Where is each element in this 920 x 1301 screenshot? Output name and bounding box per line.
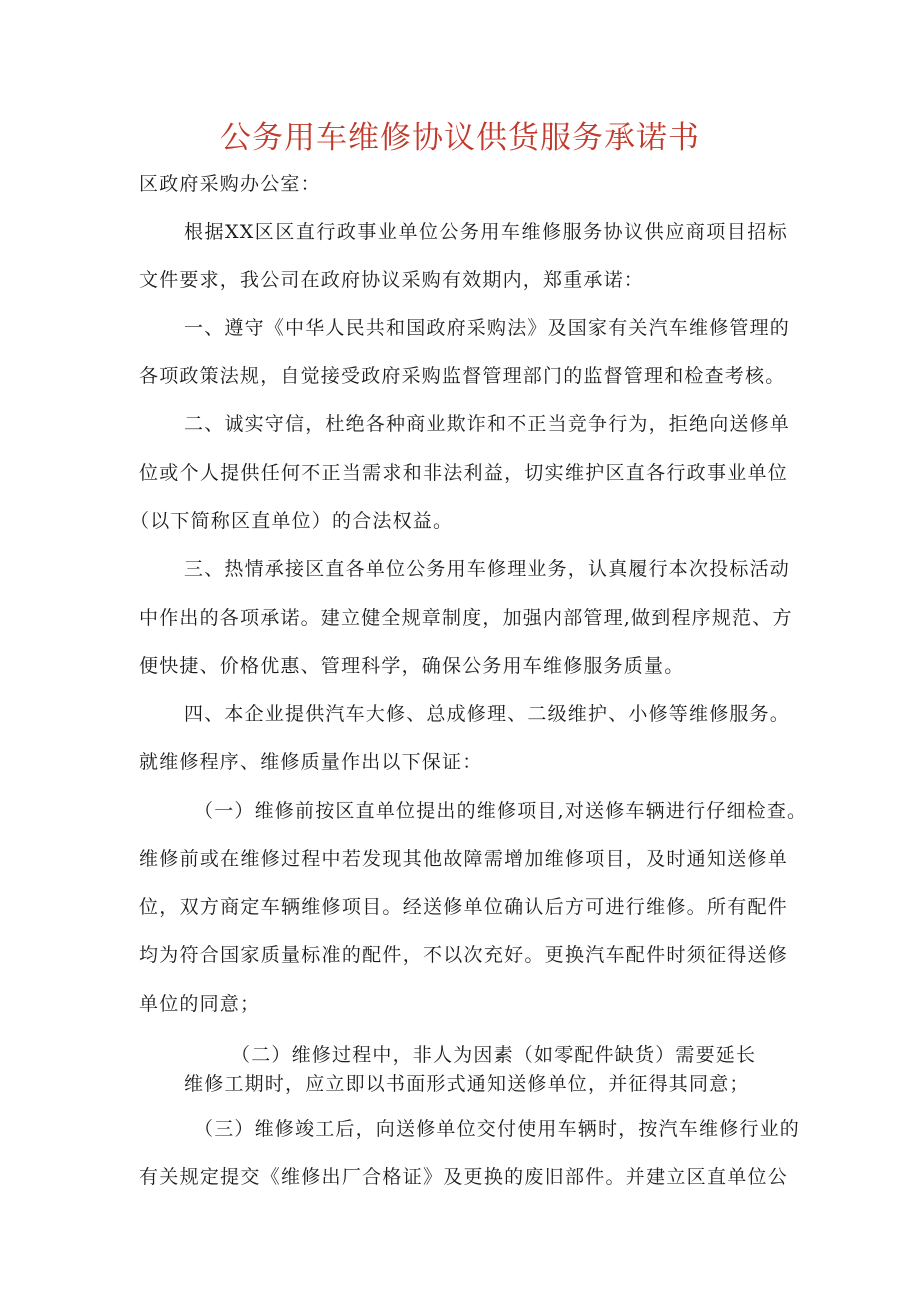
document-title: 公务用车维修协议供货服务承诺书 — [220, 120, 700, 156]
paragraph-line: 维修工期时，应立即以书面形式通知送修单位，并征得其同意； — [184, 1073, 750, 1095]
paragraph-line: 便快捷、价格优惠、管理科学，确保公务用车维修服务质量。 — [139, 655, 685, 677]
paragraph-line: 有关规定提交《维修出厂合格证》及更换的废旧部件。并建立区直单位公 — [139, 1166, 788, 1188]
paragraph-line: （一）维修前按区直单位提出的维修项目,对送修车辆进行仔细检查。 — [194, 800, 808, 822]
paragraph-line: 就维修程序、维修质量作出以下保证： — [139, 751, 483, 773]
paragraph-line: 三、热情承接区直各单位公务用车修理业务，认真履行本次投标活动 — [184, 558, 791, 580]
paragraph-line: 四、本企业提供汽车大修、总成修理、二级维护、小修等维修服务。 — [184, 703, 791, 725]
paragraph-line: 文件要求，我公司在政府协议采购有效期内，郑重承诺： — [139, 269, 645, 291]
addressee: 区政府采购办公室： — [139, 173, 321, 195]
paragraph-line: 根据XX区区直行政事业单位公务用车维修服务协议供应商项目招标 — [184, 221, 788, 243]
paragraph-line: 一、遵守《中华人民共和国政府采购法》及国家有关汽车维修管理的 — [184, 317, 791, 339]
paragraph-line: 位，双方商定车辆维修项目。经送修单位确认后方可进行维修。所有配件 — [139, 896, 788, 918]
paragraph-line: 各项政策法规，自觉接受政府采购监督管理部门的监督管理和检查考核。 — [139, 365, 786, 387]
paragraph-line: （三）维修竣工后，向送修单位交付使用车辆时，按汽车维修行业的 — [194, 1118, 801, 1140]
paragraph-line: 中作出的各项承诺。建立健全规章制度，加强内部管理,做到程序规范、方 — [139, 607, 793, 629]
paragraph-line: （以下简称区直单位）的合法权益。 — [130, 510, 454, 532]
paragraph-line: 均为符合国家质量标准的配件，不以次充好。更换汽车配件时须征得送修 — [139, 944, 788, 966]
paragraph-line: 二、诚实守信，杜绝各种商业欺诈和不正当竞争行为，拒绝向送修单 — [184, 413, 791, 435]
paragraph-line: 维修前或在维修过程中若发现其他故障需增加维修项目，及时通知送修单 — [139, 848, 788, 870]
paragraph-line: （二）维修过程中，非人为因素（如零配件缺货）需要延长 — [231, 1044, 757, 1066]
paragraph-line: 单位的同意； — [139, 993, 261, 1015]
paragraph-line: 位或个人提供任何不正当需求和非法利益，切实维护区直各行政事业单位 — [139, 462, 788, 484]
